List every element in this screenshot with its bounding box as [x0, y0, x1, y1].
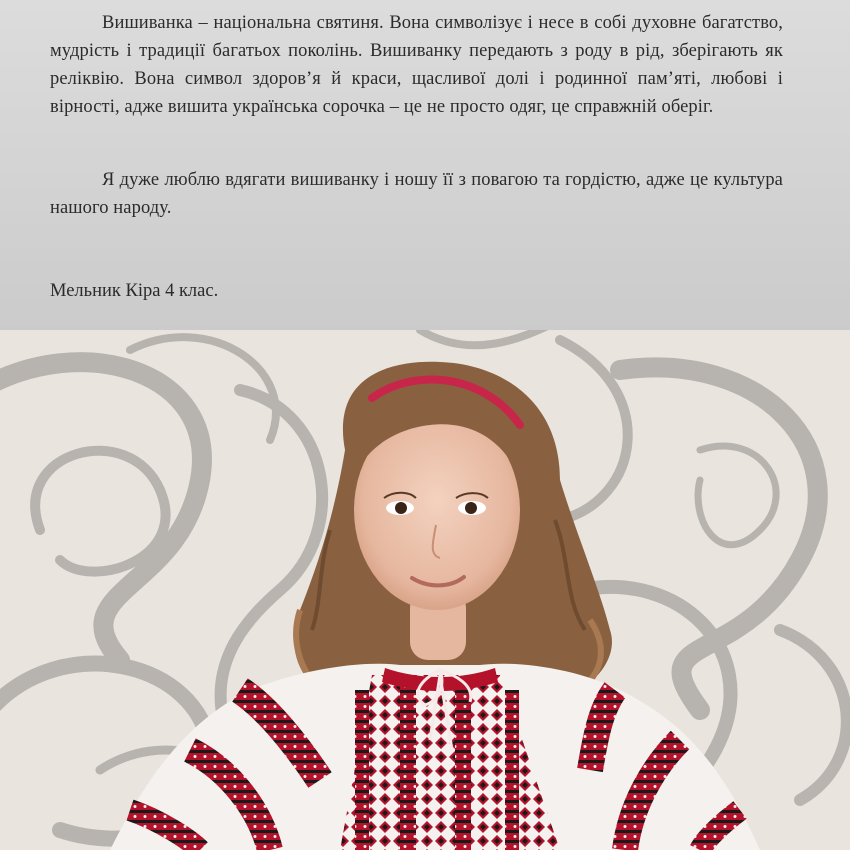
- author-signature: Мельник Кіра 4 клас.: [50, 281, 219, 301]
- photo-illustration: [0, 330, 850, 850]
- essay-paragraph-1: Вишиванка – національна святиня. Вона символізує і несе в собі духовне багатство, мудрість і традиції багатьох поколінь. Вишиванку передають з роду в рід, зберігають як реліквію. Вона символ здоров’я й краси, щасливої долі і родинної пам’яті, любові і вірності, адже вишита українська сорочка – це не просто одяг, це справжній оберіг.: [50, 13, 783, 117]
- printed-paper: [0, 0, 850, 330]
- essay-paragraph-2: Я дуже люблю вдягати вишиванку і ношу її з повагою та гордістю, адже це культура нашого народу.: [50, 170, 783, 218]
- girl-photo: [0, 330, 850, 850]
